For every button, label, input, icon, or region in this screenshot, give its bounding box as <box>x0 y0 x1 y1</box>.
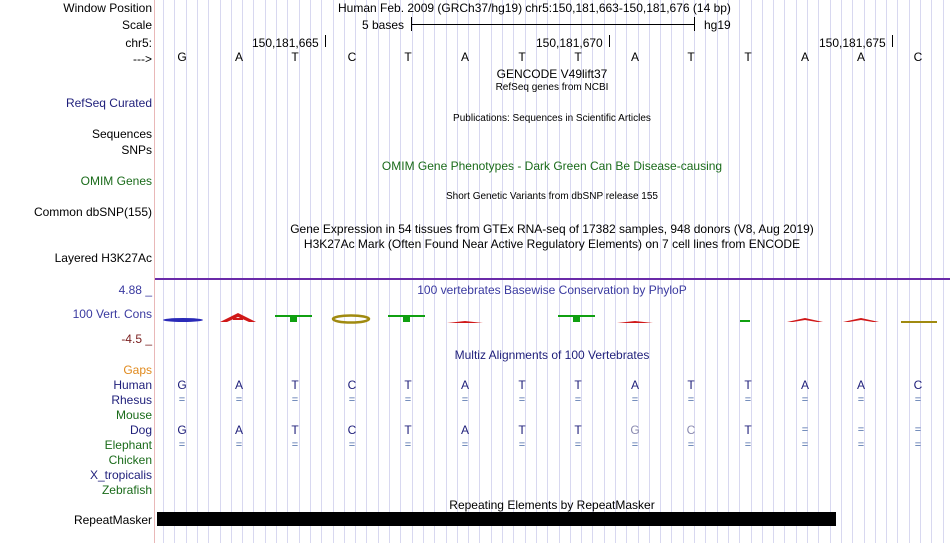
alignment-cell: = <box>744 394 752 406</box>
window-position-label: Window Position <box>63 1 152 15</box>
phylop-min-label: -4.5 _ <box>121 332 152 346</box>
scale-label: Scale <box>121 18 152 32</box>
species-label[interactable]: Rhesus <box>111 393 152 407</box>
phylop-letter-t-icon <box>558 315 595 322</box>
species-label[interactable]: Mouse <box>115 408 152 422</box>
chrom-label: chr5: <box>125 36 152 50</box>
alignment-cell: T <box>291 423 299 437</box>
phylop-letter-g-icon <box>163 318 203 322</box>
phylop-letter-t-icon <box>388 315 425 322</box>
species-label[interactable]: Gaps <box>123 363 152 377</box>
base-letter: T <box>518 50 526 64</box>
phylop-letter-a-icon <box>787 318 823 322</box>
publications-track-title[interactable]: Publications: Sequences in Scientific Articles <box>453 113 651 124</box>
phylop-letter-a-icon <box>843 318 879 322</box>
alignment-cell: = <box>461 394 469 406</box>
gencode-track-title[interactable]: GENCODE V49lift37 <box>496 67 608 81</box>
omim-track-title[interactable]: OMIM Gene Phenotypes - Dark Green Can Be Disease-causing <box>381 159 723 173</box>
base-letter: T <box>687 50 695 64</box>
refseq-track-label[interactable]: RefSeq Curated <box>65 96 152 110</box>
alignment-cell: = <box>801 424 809 436</box>
alignment-cell: T <box>291 378 299 392</box>
base-letter: T <box>404 50 412 64</box>
alignment-cell: = <box>178 439 186 451</box>
alignment-cell: = <box>518 394 526 406</box>
coord-label: 150,181,665 <box>252 36 319 50</box>
phylop-letter-a-icon <box>447 321 483 323</box>
base-letter: C <box>347 50 357 64</box>
alignment-cell: C <box>347 378 357 392</box>
base-letter: G <box>177 50 187 64</box>
alignment-cell: = <box>348 394 356 406</box>
window-position-text: Human Feb. 2009 (GRCh37/hg19) chr5:150,181,663-150,181,676 (14 bp) <box>338 1 731 15</box>
alignment-cell: = <box>461 439 469 451</box>
alignment-cell: = <box>687 439 695 451</box>
phylop-letter-t-icon <box>740 320 750 322</box>
alignment-cell: = <box>744 439 752 451</box>
base-letter: T <box>574 50 582 64</box>
alignment-cell: = <box>348 439 356 451</box>
phylop-track-label[interactable]: 100 Vert. Cons <box>72 307 152 321</box>
dbsnp-track-label[interactable]: Common dbSNP(155) <box>33 205 152 219</box>
alignment-cell: = <box>801 394 809 406</box>
alignment-cell: T <box>687 378 695 392</box>
alignment-cell: = <box>574 394 582 406</box>
alignment-cell: = <box>631 439 639 451</box>
base-letter: T <box>744 50 752 64</box>
base-letter: T <box>291 50 299 64</box>
repeatmasker-track-title[interactable]: Repeating Elements by RepeatMasker <box>449 498 655 512</box>
alignment-cell: A <box>234 378 243 392</box>
alignment-cell: C <box>913 378 923 392</box>
alignment-cell: = <box>178 394 186 406</box>
coord-label: 150,181,675 <box>819 36 886 50</box>
alignment-cell: = <box>404 439 412 451</box>
sequences-track-label[interactable]: Sequences <box>91 127 152 141</box>
h3k27ac-track-label[interactable]: Layered H3K27Ac <box>54 251 152 265</box>
phylop-letter-c-icon <box>901 321 937 323</box>
base-letter: A <box>460 50 469 64</box>
alignment-cell: T <box>744 378 752 392</box>
repeatmasker-element-bar[interactable] <box>157 512 836 526</box>
base-letter: A <box>856 50 865 64</box>
alignment-cell: = <box>914 394 922 406</box>
scale-text: 5 bases <box>362 18 405 32</box>
alignment-cell: C <box>686 423 696 437</box>
base-letter: C <box>913 50 923 64</box>
phylop-letter-a-icon <box>617 321 653 323</box>
alignment-cell: = <box>914 439 922 451</box>
h3k27ac-track-title[interactable]: H3K27Ac Mark (Often Found Near Active Regulatory Elements) on 7 cell lines from ENCODE <box>303 237 801 251</box>
alignment-cell: = <box>574 439 582 451</box>
alignment-cell: T <box>404 423 412 437</box>
alignment-cell: A <box>460 378 469 392</box>
phylop-letter-c-icon <box>333 316 369 323</box>
gtex-track-title[interactable]: Gene Expression in 54 tissues from GTEx RNA-seq of 17382 samples, 948 donors (V8, Aug 2019) <box>290 222 814 236</box>
alignment-cell: = <box>235 439 243 451</box>
alignment-cell: A <box>630 378 639 392</box>
species-label[interactable]: Zebrafish <box>101 483 152 497</box>
alignment-cell: = <box>914 424 922 436</box>
scale-db: hg19 <box>704 18 731 32</box>
alignment-cell: = <box>857 394 865 406</box>
omim-track-label[interactable]: OMIM Genes <box>80 174 152 188</box>
snps-track-label[interactable]: SNPs <box>121 143 152 157</box>
species-label[interactable]: Human <box>113 378 152 392</box>
alignment-cell: C <box>347 423 357 437</box>
phylop-letter-t-icon <box>275 315 312 322</box>
alignment-cell: T <box>574 378 582 392</box>
multiz-track-title[interactable]: Multiz Alignments of 100 Vertebrates <box>454 348 650 362</box>
alignment-cell: = <box>518 439 526 451</box>
alignment-cell: = <box>631 394 639 406</box>
alignment-cell: G <box>177 423 187 437</box>
species-label[interactable]: Chicken <box>108 453 152 467</box>
alignment-cell: T <box>518 423 526 437</box>
alignment-cell: G <box>177 378 187 392</box>
phylop-letter-a-icon <box>220 313 256 322</box>
base-letter: A <box>800 50 809 64</box>
alignment-cell: = <box>687 394 695 406</box>
repeatmasker-track-label[interactable]: RepeatMasker <box>73 513 152 527</box>
alignment-cell: A <box>234 423 243 437</box>
alignment-cell: A <box>460 423 469 437</box>
alignment-cell: = <box>857 439 865 451</box>
strand-label: ---> <box>133 52 152 66</box>
refseq-track-title[interactable]: RefSeq genes from NCBI <box>495 82 609 93</box>
coord-label: 150,181,670 <box>536 36 603 50</box>
alignment-cell: = <box>291 394 299 406</box>
species-label[interactable]: Elephant <box>104 438 152 452</box>
alignment-cell: G <box>630 423 640 437</box>
alignment-cell: = <box>801 439 809 451</box>
base-letter: A <box>234 50 243 64</box>
phylop-max-label: 4.88 _ <box>118 283 152 297</box>
species-label[interactable]: Dog <box>129 423 152 437</box>
phylop-track-title[interactable]: 100 vertebrates Basewise Conservation by PhyloP <box>417 283 687 297</box>
alignment-cell: T <box>518 378 526 392</box>
alignment-cell: T <box>404 378 412 392</box>
alignment-cell: = <box>857 424 865 436</box>
alignment-cell: = <box>404 394 412 406</box>
alignment-cell: A <box>856 378 865 392</box>
base-letter: A <box>630 50 639 64</box>
alignment-cell: = <box>291 439 299 451</box>
species-label[interactable]: X_tropicalis <box>89 468 152 482</box>
dbsnp-track-title[interactable]: Short Genetic Variants from dbSNP release 155 <box>446 191 658 202</box>
alignment-cell: = <box>235 394 243 406</box>
alignment-cell: T <box>744 423 752 437</box>
alignment-cell: A <box>800 378 809 392</box>
alignment-cell: T <box>574 423 582 437</box>
